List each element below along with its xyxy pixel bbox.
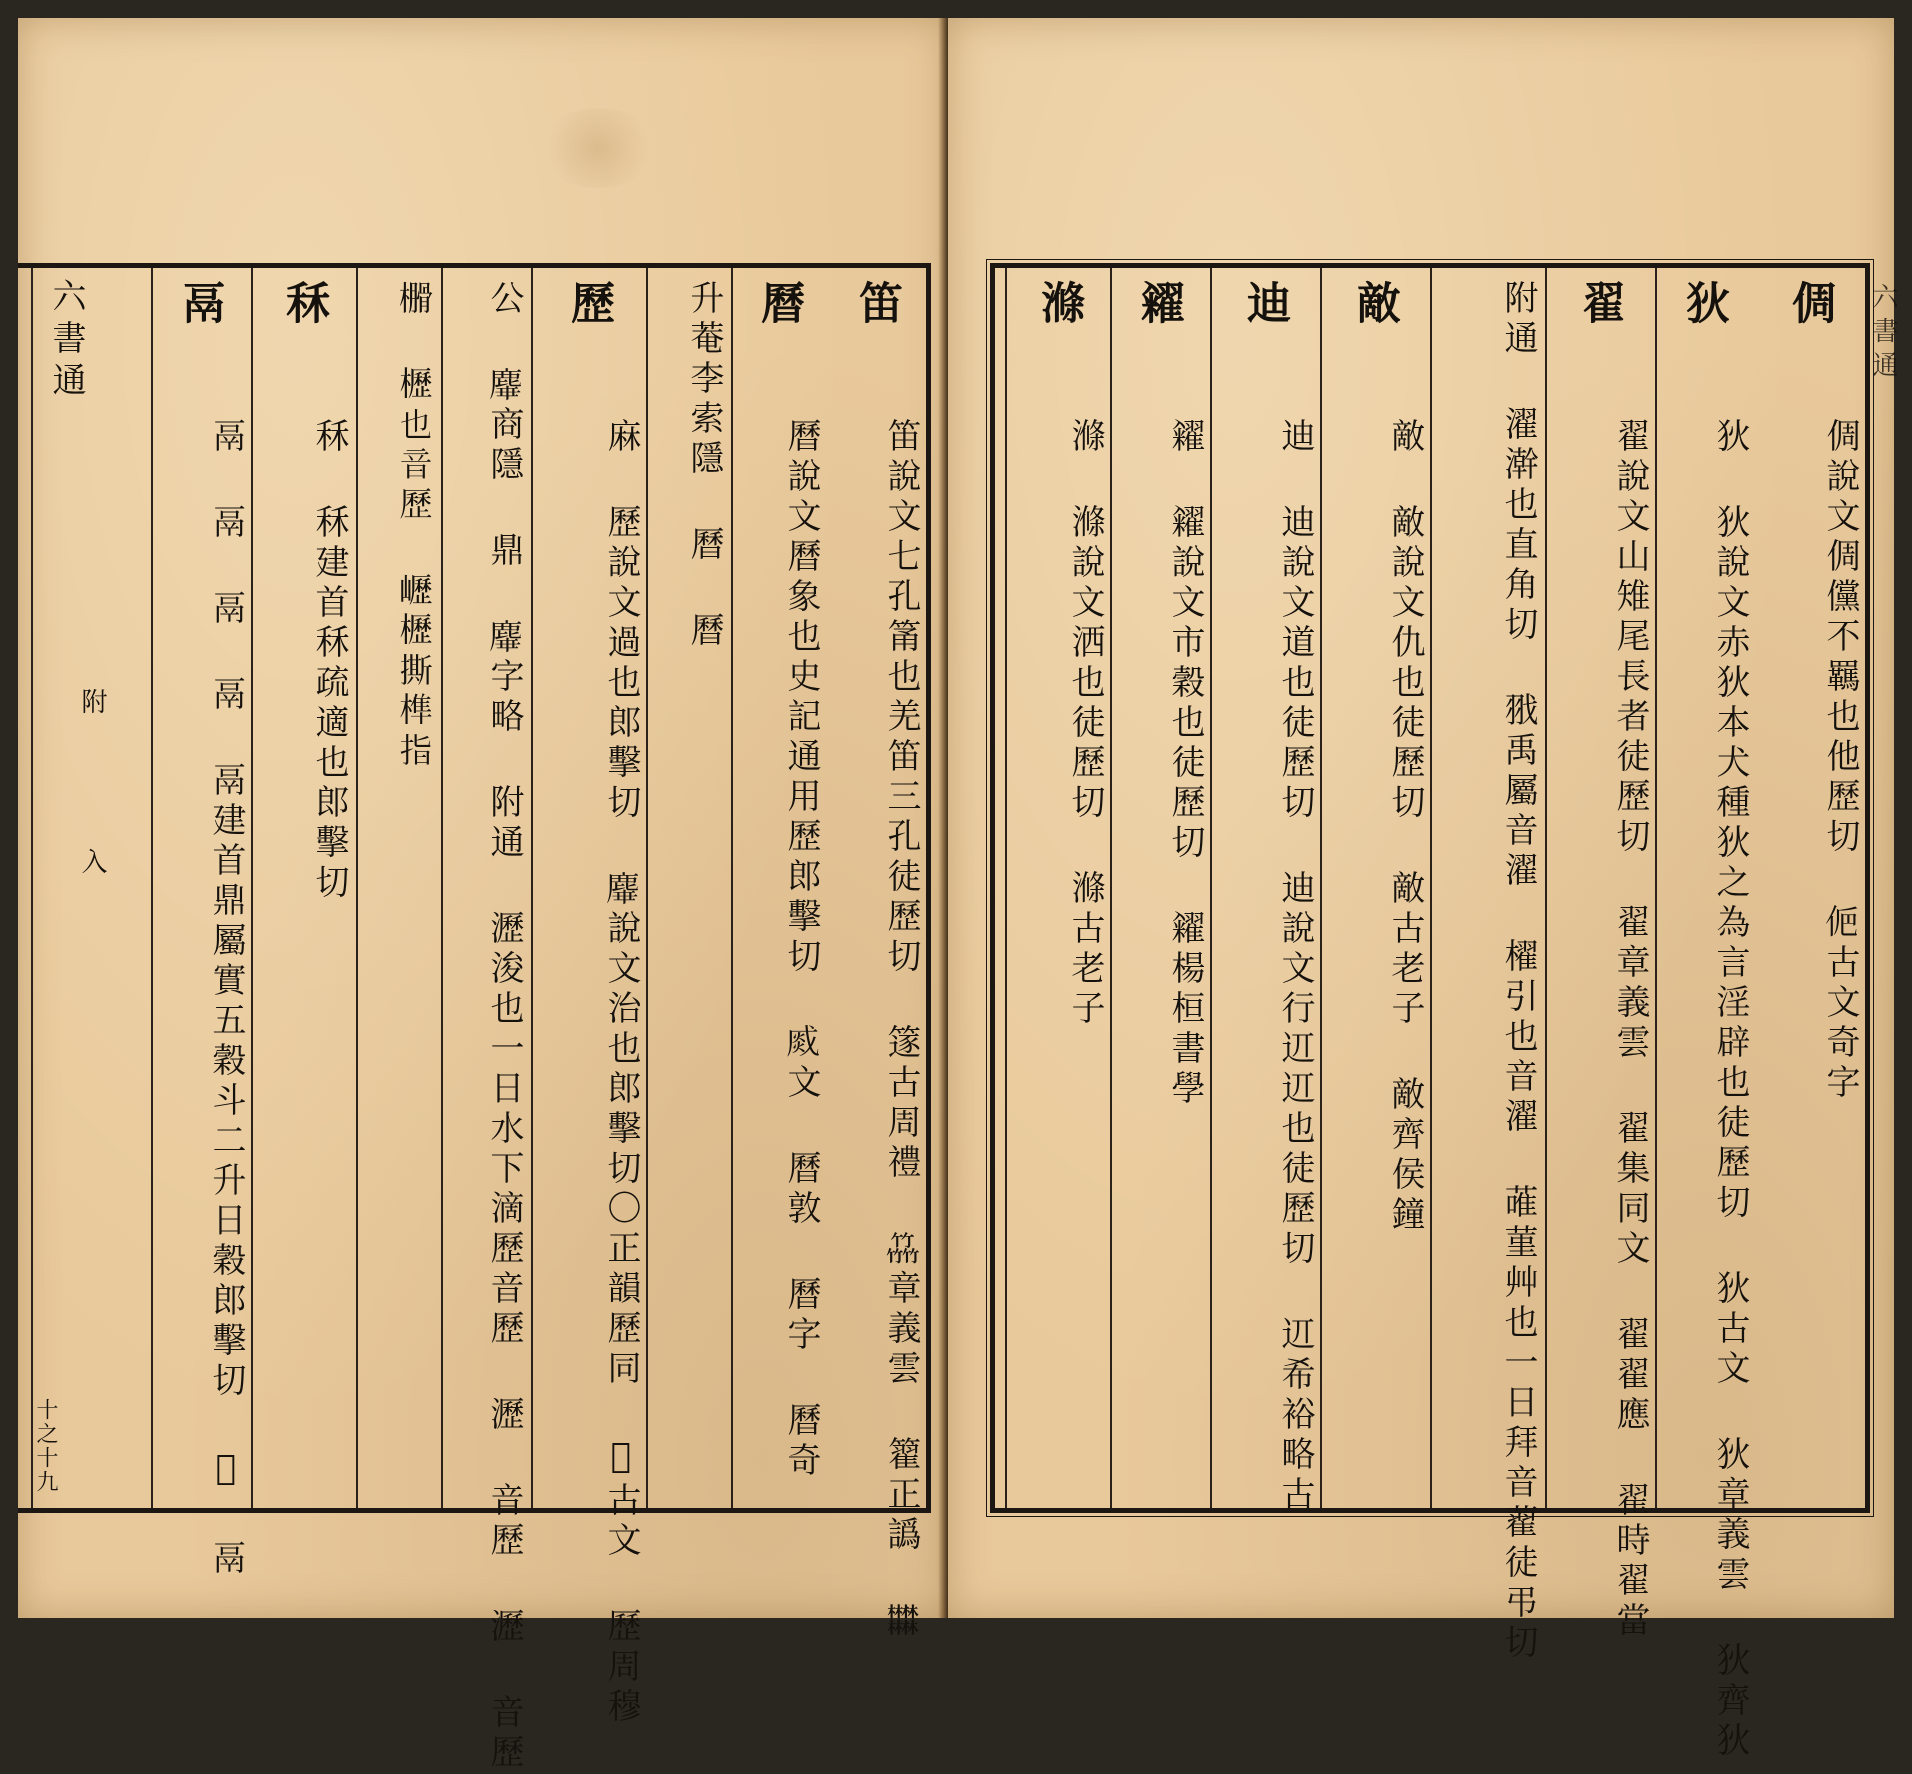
left-margin-column: [31, 268, 151, 1508]
right-column-8: [1005, 268, 1110, 1508]
tone-marker: 入: [77, 848, 107, 882]
right-column-1: [1755, 268, 1865, 1508]
column-text: 附通 濯澣也直角切 𦐂禹屬音濯 櫂引也音濯 蓶菫艸也一日拜音藋徒弔切: [1498, 280, 1538, 1664]
column-head: 敵: [1349, 280, 1400, 330]
column-head: 迪: [1239, 280, 1290, 330]
left-column-1: [826, 268, 926, 1642]
column-text: 秝 秝建首秝疏適也郎擊切: [309, 418, 349, 904]
right-margin-title: 六書通: [1868, 283, 1898, 385]
column-text: 糴 糴說文市穀也徒歷切 糴楊桓書學: [1165, 418, 1205, 1110]
column-text: 迪 迪說文道也徒歷切 迪說文行䢋䢋也徒歷切 䢋希裕略古: [1275, 418, 1315, 1516]
left-column-3: [646, 268, 731, 1508]
column-text: 公 𪊩商隱 鼎 𪊩字略 附通 瀝浚也一日水下滴歷音歷 瀝 音歷 瀝 音歷: [484, 280, 524, 1774]
column-head: 翟: [1574, 280, 1625, 330]
margin-title: 六書通: [46, 278, 86, 404]
right-column-6: [1210, 268, 1320, 1516]
section-marker: 附: [77, 688, 107, 722]
column-text: 笛說文七孔筩也羌笛三孔徒歷切 篴古周禮 𥴒章義雲 籊正譌 𣡽: [881, 418, 921, 1642]
column-text: 升菴李索隱 曆 曆: [684, 280, 724, 652]
column-text: 麻 歷說文過也郎擊切 𪊩說文治也郎擊切〇正韻歷同 𧁨古文 歷周穆: [601, 418, 641, 1728]
column-text: 𣝗 櫪也音歷 㠣櫪撕榫指: [394, 280, 434, 772]
paper-stain: [538, 108, 658, 188]
left-page-frame: [18, 263, 931, 1774]
right-column-7: [1110, 268, 1210, 1508]
left-column-4: [531, 268, 646, 1728]
column-head: 曆: [753, 280, 804, 330]
right-page-frame: [990, 263, 1870, 1762]
right-columns: [995, 268, 1865, 1762]
column-head: 糴: [1133, 280, 1184, 330]
column-text: 敵 敵說文仇也徒歷切 敵古老子 敵齊侯鐘: [1385, 418, 1425, 1236]
folio-number: 十之十九: [33, 1398, 58, 1494]
column-head: 秝: [278, 280, 329, 330]
left-column-7: [251, 268, 356, 1508]
left-column-8: [151, 268, 251, 1580]
left-page: [18, 18, 948, 1774]
left-columns: [18, 268, 926, 1774]
left-column-6: [356, 268, 441, 1508]
right-page: [948, 18, 1898, 1762]
right-column-3: [1545, 268, 1655, 1642]
right-column-5: [1320, 268, 1430, 1508]
right-column-4: [1430, 268, 1545, 1664]
column-head: 倜: [1784, 280, 1835, 330]
column-text: 狄 狄說文赤狄本犬種狄之為言淫辟也徒歷切 狄古文 狄章義雲 狄齊狄: [1710, 418, 1750, 1762]
column-text: 滌 滌說文洒也徒歷切 滌古老子: [1065, 418, 1105, 1030]
right-column-2: [1655, 268, 1755, 1762]
column-text: 翟說文山雉尾長者徒歷切 翟章義雲 翟集同文 翟翟應 翟時翟當: [1610, 418, 1650, 1642]
column-head: 鬲: [174, 280, 225, 330]
column-head: 歷: [563, 280, 614, 330]
left-column-2: [731, 268, 826, 1508]
column-head: 笛: [851, 280, 902, 330]
column-head: 滌: [1033, 280, 1084, 330]
column-text: 曆說文曆象也史記通用歷郎擊切 𤋆文 曆敦 曆字 曆奇: [781, 418, 821, 1482]
column-head: 狄: [1678, 280, 1729, 330]
column-text: 倜說文倜儻不羈也他歷切 𠈊古文奇字: [1820, 418, 1860, 1104]
left-column-5: [441, 268, 531, 1774]
column-text: 鬲 鬲 鬲 鬲 鬲建首鼎屬實五穀斗二升日穀郎擊切 𩰮 鬲: [206, 418, 246, 1580]
